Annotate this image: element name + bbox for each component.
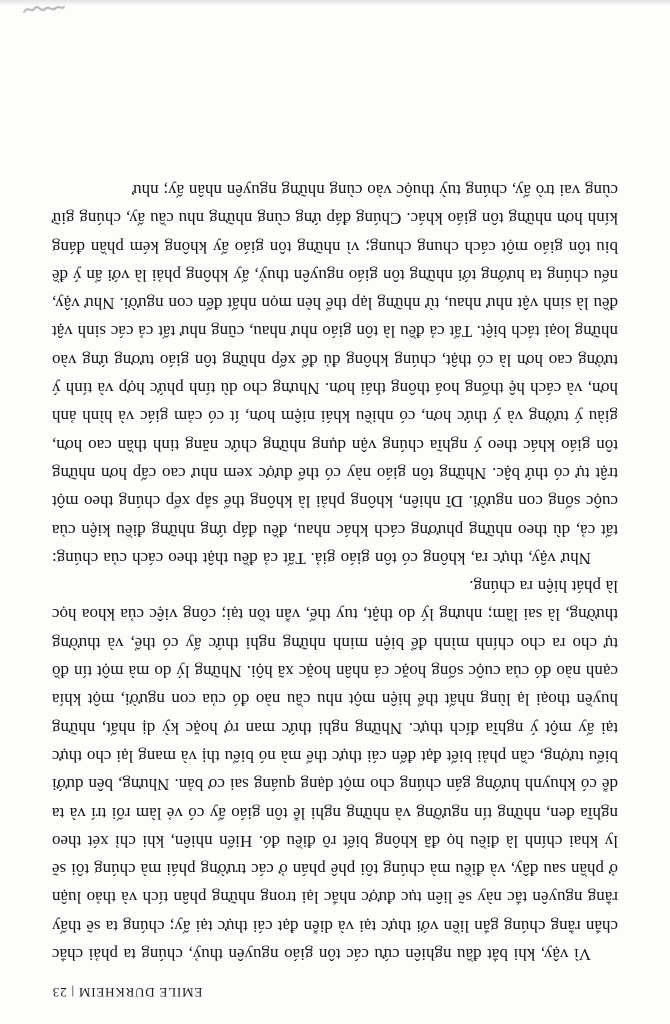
- page-body: [52, 176, 618, 968]
- paragraph: Vì vậy, khi bắt đầu nghiên cứu các tôn giáo nguyên thuỷ, chúng ta phải chắc chắn rằng chúng gắn liền với thực tại và diễn đạt cái thực tại ấy; chúng ta sẽ thấy rằng nguyên tắc này sẽ liên tục được nhắc lại trong những phân tích và thảo luận ở phần sau đây, và điều mà chúng tôi phê phán ở các trường phái mà chúng tôi sẽ ly khai chính là điều họ đã không biết rõ điều đó. Hiển nhiên, khi chỉ xét theo nghĩa đen, những tín ngưỡng và những nghi lễ tôn giáo ấy có vẻ làm rối trí và ta dễ có khuynh hướng gán chúng cho một dạng quáng sai cơ bản. Nhưng, bên dưới biểu tượng, cần phải biết đạt đến cái thực thể mà nó biểu thị và mang lại cho thực tại ấy một ý nghĩa đích thực. Những nghi thức man rợ hoặc kỳ dị nhất, những huyền thoại lạ lùng nhất thể hiện một nhu cầu nào đó của con người, một khía cạnh nào đó của cuộc sống hoặc cá nhân hoặc xã hội. Những lý do mà một tín đồ tự cho ra cho chính mình để biện minh những nghi thức ấy có thể, và thường thường, là sai lầm; nhưng lý do thật, tuy thế, vẫn tồn tại; công việc của khoa học là phát hiện ra chúng.: [52, 577, 618, 964]
- paragraph: Như vậy, thực ra, không có tôn giáo giả. Tất cả đều thật theo cách của chúng: tất cả, dù theo những phương cách khác nhau, đều đáp ứng những điều kiện của cuộc sống con người. Dĩ nhiên, không phải là không thể sắp xếp chúng theo một trật tự có thứ bậc. Những tôn giáo này có thể được xem như cao cấp hơn những tôn giáo khác theo ý nghĩa chúng vận dụng những chức năng tinh thần cao hơn, giàu ý tưởng và ý thức hơn, có nhiều khái niệm hơn, ít có cảm giác và hình ảnh hơn, và cách hệ thống hoá thông thái hơn. Nhưng cho dù tính phức hợp và tính ý tưởng cao hơn là có thật, chúng không đủ để xếp những tôn giáo tương ứng vào những loại tách biệt. Tất cả đều là tôn giáo như nhau, cũng như tất cả các sinh vật đều là sinh vật như nhau, từ những lạp thể hèn mọn nhất đến con người. Như vậy, nếu chúng ta hướng tới những tôn giáo nguyên thuỷ, ấy không phải là với ẩn ý đề biu tôn giáo một cách chung chung; vì những tôn giáo ấy không kém phần đáng kính hơn những tôn giáo khác. Chúng đáp ứng cùng những nhu cầu ấy, chúng giữ cùng vai trò ấy, chúng tuỳ thuộc vào cùng những nguyên nhân ấy; như: [52, 180, 618, 568]
- running-header: EMILE DURKHEIM | 23: [52, 985, 203, 1000]
